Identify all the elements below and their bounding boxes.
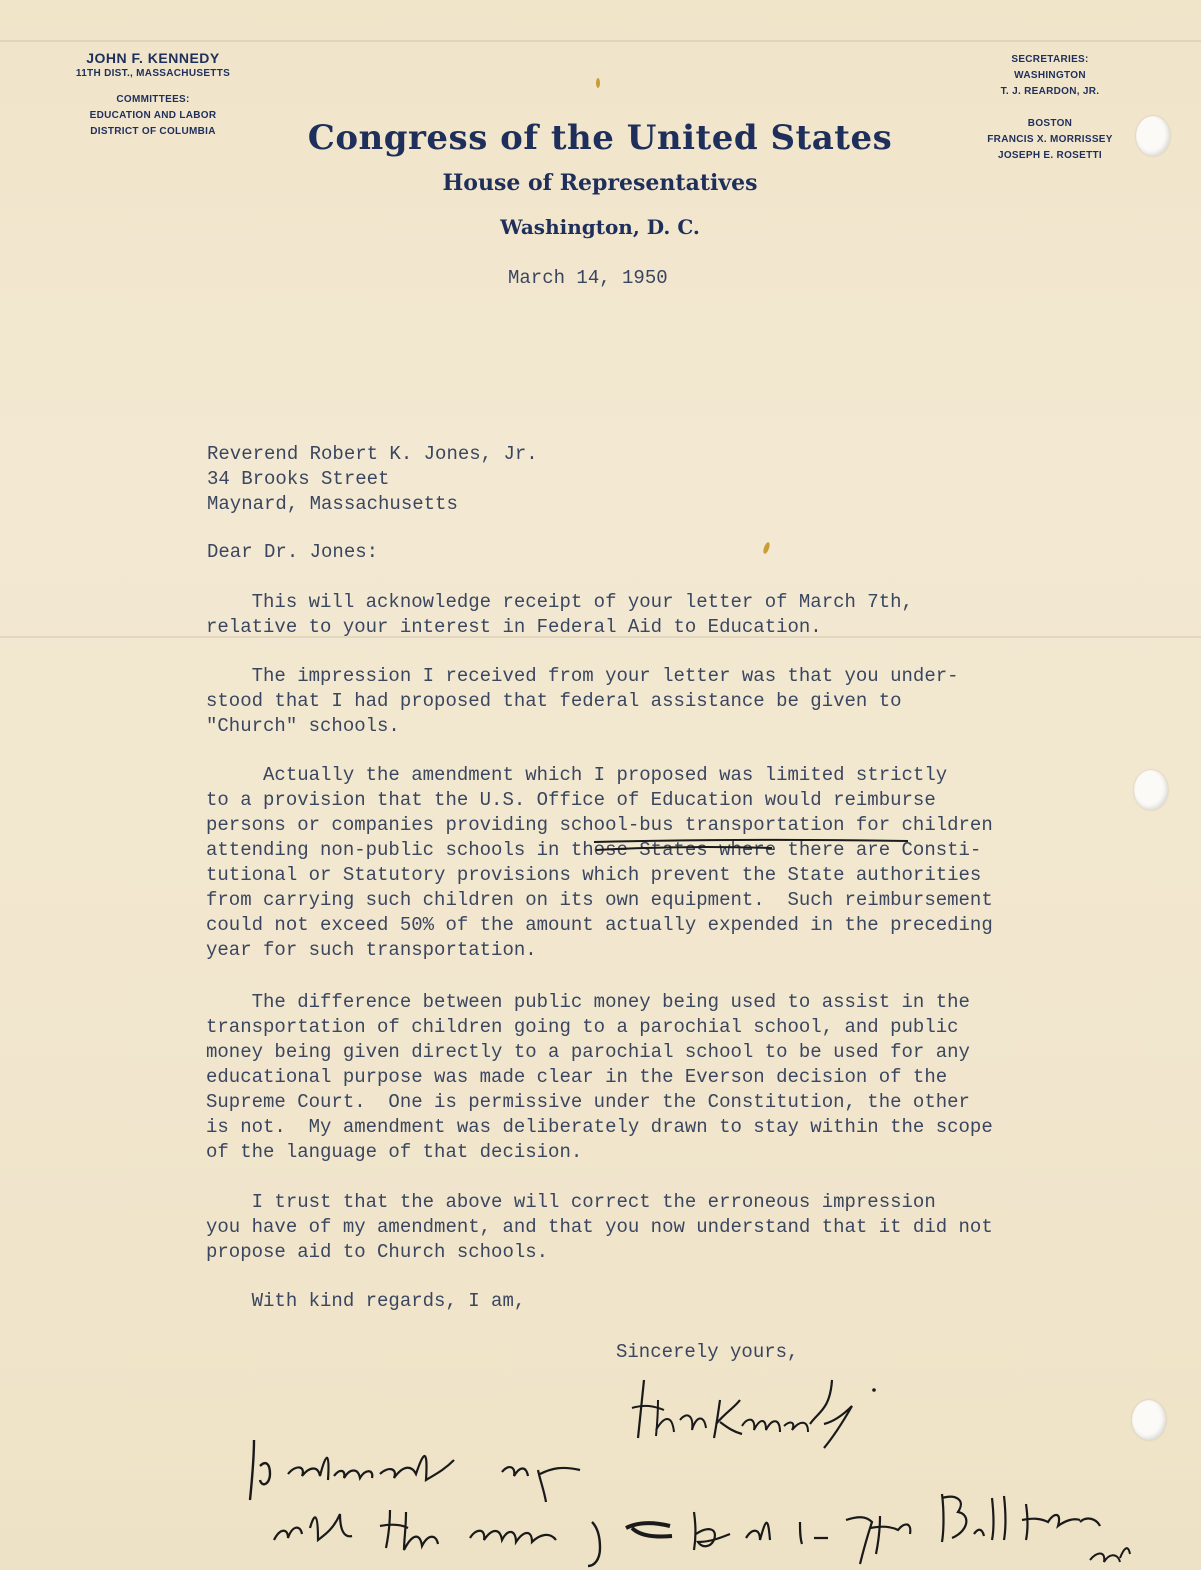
regards-line: With kind regards, I am, (206, 1290, 526, 1312)
salutation: Dear Dr. Jones: (207, 541, 379, 563)
ink-stain (596, 78, 600, 88)
body-paragraph: This will acknowledge receipt of your letter of March 7th, relative to your interest in Federal Aid to Education. (206, 591, 913, 638)
handwritten-note (240, 1430, 1140, 1570)
body-paragraph: The impression I received from your letter was that you under- stood that I had proposed that federal assistance be given to "Church" schools. (206, 665, 959, 737)
letterhead-right (960, 52, 1140, 164)
body-paragraph: The difference between public money being used to assist in the transportation of children going to a parochial school, and public money being given directly to a parochial school to be used for any educational purpose was made clear in the Everson decision of the Supreme Court. One is permissive under the Constitution, the other is not. My amendment was deliberately drawn to stay within the scope of the language of that decision. (206, 991, 993, 1163)
congressman-name: JOHN F. KENNEDY (86, 50, 220, 66)
secretary-name: T. J. REARDON, JR. (1000, 86, 1100, 97)
punch-hole (1136, 116, 1170, 156)
handwritten-underline (592, 838, 912, 852)
committee-item: DISTRICT OF COLUMBIA (90, 126, 216, 137)
body-paragraph: I trust that the above will correct the erroneous impression you have of my amendment, and that you now understand that it did not propose aid to Church schools. (206, 1191, 993, 1263)
washington-label: WASHINGTON (1014, 70, 1086, 81)
committee-item: EDUCATION AND LABOR (89, 110, 217, 121)
closing-line: Sincerely yours, (616, 1341, 799, 1363)
recipient-line: 34 Brooks Street (207, 468, 390, 490)
masthead-location: Washington, D. C. (500, 215, 700, 239)
secretary-name: FRANCIS X. MORRISSEY (987, 134, 1113, 145)
committees-label: COMMITTEES: (116, 94, 190, 105)
ink-stain (762, 542, 771, 555)
recipient-line: Maynard, Massachusetts (207, 493, 458, 515)
body-paragraph: Actually the amendment which I proposed was limited strictly to a provision that the U.S. Office of Education would reimburse persons or companies providing school-bus transportation for children attending non-public schools in those States where there are Consti- tutional or Statutory provisions which prevent the State authorities from carrying such children on its own equipment. Such reimbursement could not exceed 50% of the amount actually expended in the preceding year for such transportation. (206, 764, 993, 961)
secretaries-label: SECRETARIES: (1011, 54, 1089, 65)
recipient-address (207, 442, 538, 517)
district-label: 11TH DIST., MASSACHUSETTS (75, 68, 231, 79)
fold-line (0, 40, 1201, 42)
secretary-name: JOSEPH E. ROSETTI (997, 150, 1102, 161)
letterhead-left (58, 50, 248, 140)
punch-hole (1134, 770, 1168, 810)
recipient-line: Reverend Robert K. Jones, Jr. (207, 443, 538, 465)
handwritten-note-strokes (240, 1430, 1140, 1570)
letter-date: March 14, 1950 (508, 267, 668, 289)
boston-label: BOSTON (1027, 118, 1073, 129)
masthead-subtitle: House of Representatives (442, 170, 758, 196)
masthead-title: Congress of the United States (307, 118, 893, 158)
